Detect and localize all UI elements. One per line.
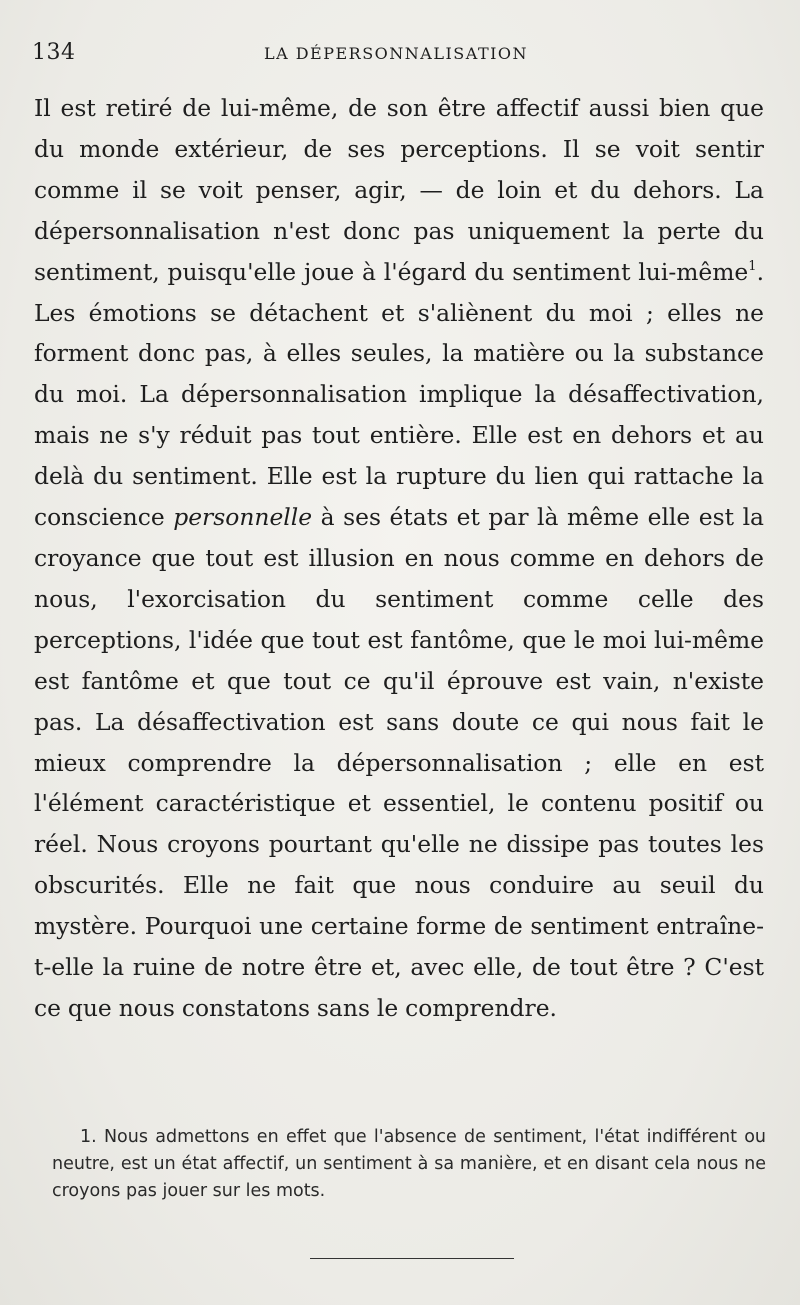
body-text-part-3: à ses états et par là même elle est la croyance que tout est illusion en nous comme en dehors de nous, l'exorcisation du sentiment comme celle des perceptions, l'idée que tout est fantôme, que le moi lui-même est fantôme et que tout ce qu'il éprouve est vain, n'existe pas. La désaffectivation est sans doute ce qui nous fait le mieux comprendre la dépersonnalisation ; elle en est l'élément caractéristique et essentiel, le contenu positif ou réel. Nous croyons pourtant qu'elle ne dissipe pas toutes les obscurités. Elle ne fait que nous conduire au seuil du mystère. Pourquoi une certaine forme de sentiment entraîne-t-elle la ruine de notre être et, avec elle, de tout être ? C'est ce que nous constatons sans le comprendre. (34, 503, 765, 1022)
page-header (32, 40, 760, 74)
footnote-reference: 1 (748, 258, 757, 274)
footnote: 1. Nous admettons en effet que l'absence de sentiment, l'état indifférent ou neutre, est un état affectif, un sentiment à sa manière, et en disant cela nous ne croyons pas jouer sur les mots. (52, 1127, 766, 1201)
body-paragraph (34, 88, 764, 1029)
body-text-part-1: Il est retiré de lui-même, de son être affectif aussi bien que du monde extérieur, de ses perceptions. Il se voit sentir comme il se voit penser, agir, — de loin et du dehors. La dépersonnalisation n'est donc pas uniquement la perte du sentiment, puisqu'elle joue à l'égard du sentiment lui-même (34, 94, 764, 286)
body-text (34, 88, 764, 1029)
running-title: LA DÉPERSONNALISATION (263, 44, 529, 63)
body-text-part-2: . Les émotions se détachent et s'aliènent du moi ; elles ne forment donc pas, à elles seules, la matière ou la substance du moi. La dépersonnalisation implique la désaffectivation, mais ne s'y réduit pas tout entière. Elle est en dehors et au delà du sentiment. Elle est la rupture du lien qui rattache la conscience (34, 257, 764, 532)
bottom-rule (310, 1258, 514, 1259)
page-number: 134 (32, 40, 76, 65)
emphasized-word: personnelle (173, 503, 313, 532)
